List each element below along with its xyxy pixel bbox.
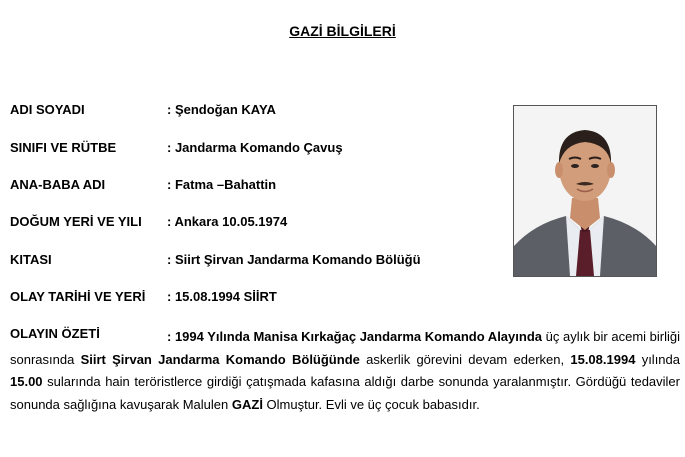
summary-part: Olmuştur. Evli ve üç çocuk babasıdır. <box>262 396 480 412</box>
portrait-photo-icon <box>514 106 656 276</box>
field-label: OLAY TARİHİ VE YERİ <box>10 289 146 304</box>
field-value: : Jandarma Komando Çavuş <box>167 140 343 155</box>
field-value: : 15.08.1994 SİİRT <box>167 289 277 304</box>
field-label: KITASI <box>10 252 52 267</box>
field-label: DOĞUM YERİ VE YILI <box>10 214 142 229</box>
field-value: : Siirt Şirvan Jandarma Komando Bölüğü <box>167 252 421 267</box>
portrait-photo <box>513 105 657 277</box>
summary-text <box>10 326 680 416</box>
summary-part: yılında <box>635 351 680 367</box>
field-value: : Ankara 10.05.1974 <box>167 214 288 229</box>
summary-label: OLAYIN ÖZETİ <box>10 326 100 341</box>
field-label: ADI SOYADI <box>10 102 85 117</box>
summary-part: : 1994 Yılında Manisa Kırkağaç Jandarma Komando Alayında <box>167 329 542 344</box>
summary-part: üç aylık bir acemi birliği sonrasında <box>10 329 680 367</box>
field-value: : Fatma –Bahattin <box>167 177 277 192</box>
field-label: SINIFI VE RÜTBE <box>10 140 117 155</box>
summary-part: 15.00 <box>10 374 43 389</box>
field-value: : Şendoğan KAYA <box>167 102 276 117</box>
summary-part: 15.08.1994 <box>570 351 636 367</box>
page-title: GAZİ BİLGİLERİ <box>289 23 396 39</box>
summary-part: sularında hain teröristlerce girdiği çatışmada kafasına aldığı darbe sonunda yaralanmıştır. Gördüğü tedaviler sonunda sağlığına kavuşarak Malulen <box>10 374 680 412</box>
summary-part: Siirt Şirvan Jandarma Komando Bölüğünde <box>80 351 360 367</box>
summary-part: GAZİ <box>231 396 263 412</box>
summary-part: askerlik görevini devam ederken, <box>359 351 571 367</box>
field-label: ANA-BABA ADI <box>10 177 106 192</box>
